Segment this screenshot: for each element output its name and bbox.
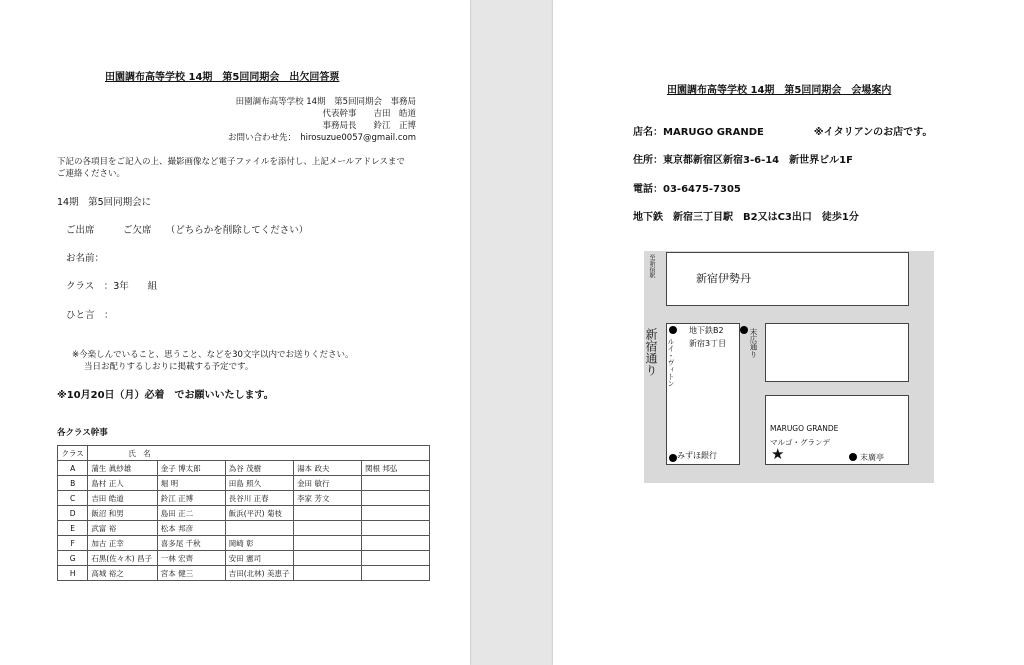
star-icon: ★ <box>771 445 785 463</box>
west-block <box>666 323 740 465</box>
louis-vuitton-label: ルイ・ヴィトン <box>667 338 675 387</box>
name-cell: 田島 照久 <box>225 476 293 491</box>
attendance-field[interactable]: ご出席 ご欠席 （どちらかを削除してください） <box>66 225 309 236</box>
mizuho-label: みずほ銀行 <box>677 451 717 460</box>
name-cell: 金子 博太郎 <box>157 461 225 476</box>
subway-exit-marker-icon <box>669 326 677 334</box>
name-cell: 金田 敏行 <box>294 476 362 491</box>
venue-title: 田園調布高等学校 14期 第5回同期会 会場案内 <box>667 85 892 96</box>
note-line: ※今楽しんでいること、思うこと、などを30文字以内でお送りください。 <box>72 350 354 360</box>
organizer-block <box>228 96 416 144</box>
name-cell: 宮本 健三 <box>157 566 225 581</box>
restaurant-name-en: MARUGO GRANDE <box>770 424 839 433</box>
name-cell <box>362 536 430 551</box>
name-cell: 飯沼 和男 <box>88 506 157 521</box>
name-cell: 石黒(佐々木) 昌子 <box>88 551 157 566</box>
suehirotei-marker-icon <box>849 453 857 461</box>
event-line: 14期 第5回同期会に <box>57 197 152 208</box>
table-row <box>58 566 430 581</box>
name-cell: 島村 正人 <box>88 476 157 491</box>
subway-exit-label: 新宿3丁目 <box>689 339 727 348</box>
venue-guide-page <box>553 0 1024 665</box>
name-cell <box>362 551 430 566</box>
subway-exit-marker-icon <box>740 326 748 334</box>
name-cell: 岡崎 彰 <box>225 536 293 551</box>
name-cell: 堀 明 <box>157 476 225 491</box>
name-cell: 吉田(北林) 美恵子 <box>225 566 293 581</box>
deadline: ※10月20日（月）必着 でお願いいたします。 <box>57 390 274 401</box>
name-cell: 蒲生 眞紗雄 <box>88 461 157 476</box>
name-cell: 高城 裕之 <box>88 566 157 581</box>
column-header: クラス <box>58 446 88 461</box>
table-row <box>58 536 430 551</box>
org-line: 事務局長 鈴江 正博 <box>322 121 416 131</box>
name-cell: 加古 正幸 <box>88 536 157 551</box>
name-cell <box>362 566 430 581</box>
name-cell: 飯浜(平沢) 菊枝 <box>225 506 293 521</box>
name-cell <box>294 536 362 551</box>
venue-map <box>644 251 934 483</box>
suehiro-dori-label: 末広通り <box>749 328 758 358</box>
name-cell <box>225 521 293 536</box>
shinjuku-dori-label: 新宿通り <box>644 328 658 376</box>
response-form-page <box>0 0 470 665</box>
name-cell: 吉田 皓道 <box>88 491 157 506</box>
name-cell: 一林 宏齊 <box>157 551 225 566</box>
isetan-block <box>666 252 909 306</box>
table-title: 各クラス幹事 <box>57 428 108 438</box>
name-cell <box>362 476 430 491</box>
map-label-to-station: 至新宿駅 <box>648 254 655 278</box>
name-cell: 島田 正二 <box>157 506 225 521</box>
subway-line: 地下鉄 新宿三丁目駅 B2又はC3出口 徒歩1分 <box>633 212 859 223</box>
name-cell: 関根 邦弘 <box>362 461 430 476</box>
name-cell: 鈴江 正博 <box>157 491 225 506</box>
table-row <box>58 506 430 521</box>
name-cell <box>294 506 362 521</box>
note-line: 当日お配りするしおりに掲載する予定です。 <box>84 362 254 372</box>
instructions-line: 下記の各項目をご記入の上、撮影画像など電子ファイルを添付し、上記メールアドレスまで <box>57 157 405 167</box>
class-cell: C <box>58 491 88 506</box>
org-line: 代表幹事 吉田 皓道 <box>322 109 416 119</box>
class-cell: G <box>58 551 88 566</box>
name-cell <box>362 491 430 506</box>
name-cell: 喜多尾 千秋 <box>157 536 225 551</box>
name-cell: 長谷川 正春 <box>225 491 293 506</box>
phone-line: 電話：03-6475-7305 <box>633 184 741 195</box>
contact-email: お問い合わせ先： hirosuzue0057@gmail.com <box>228 133 416 143</box>
name-cell <box>362 521 430 536</box>
instructions-line: ご連絡ください。 <box>57 169 126 179</box>
table-row <box>58 476 430 491</box>
name-cell: 松本 邦彦 <box>157 521 225 536</box>
name-cell: 為谷 茂樹 <box>225 461 293 476</box>
org-line: 田園調布高等学校 14期 第5回同期会 事務局 <box>235 97 416 107</box>
class-cell: F <box>58 536 88 551</box>
name-cell: 安田 憲司 <box>225 551 293 566</box>
mizuho-marker-icon <box>669 454 677 462</box>
name-cell <box>362 506 430 521</box>
restaurant-block <box>765 395 909 465</box>
northeast-block <box>765 323 909 382</box>
class-leaders-table <box>57 445 430 581</box>
table-header-row <box>58 446 430 461</box>
column-header: 氏 名 <box>88 446 430 461</box>
suehirotei-label: 末廣亭 <box>860 453 884 462</box>
isetan-label: 新宿伊勢丹 <box>696 272 751 285</box>
table-row <box>58 461 430 476</box>
table-row <box>58 521 430 536</box>
name-cell: 武富 裕 <box>88 521 157 536</box>
restaurant-name-kana: マルゴ・グランデ <box>770 438 830 447</box>
table-row <box>58 491 430 506</box>
name-field[interactable]: お名前： <box>66 253 105 264</box>
class-cell: B <box>58 476 88 491</box>
note <box>72 349 353 373</box>
table-row <box>58 551 430 566</box>
subway-exit-label: 地下鉄B2 <box>689 326 724 335</box>
class-cell: E <box>58 521 88 536</box>
store-line: 店名：MARUGO GRANDE ※イタリアンのお店です。 <box>633 127 933 138</box>
address-line: 住所：東京都新宿区新宿3-6-14 新世界ビル1F <box>633 155 853 166</box>
comment-field[interactable]: ひと言 ： <box>66 310 114 321</box>
class-cell: H <box>58 566 88 581</box>
form-title: 田園調布高等学校 14期 第5回同期会 出欠回答票 <box>105 72 340 83</box>
name-cell <box>294 566 362 581</box>
instructions <box>57 156 405 180</box>
name-cell <box>294 551 362 566</box>
class-cell: A <box>58 461 88 476</box>
class-field[interactable]: クラス ：3年 組 <box>66 281 158 292</box>
name-cell: 李家 芳文 <box>294 491 362 506</box>
class-cell: D <box>58 506 88 521</box>
name-cell: 湯本 政夫 <box>294 461 362 476</box>
name-cell <box>294 521 362 536</box>
